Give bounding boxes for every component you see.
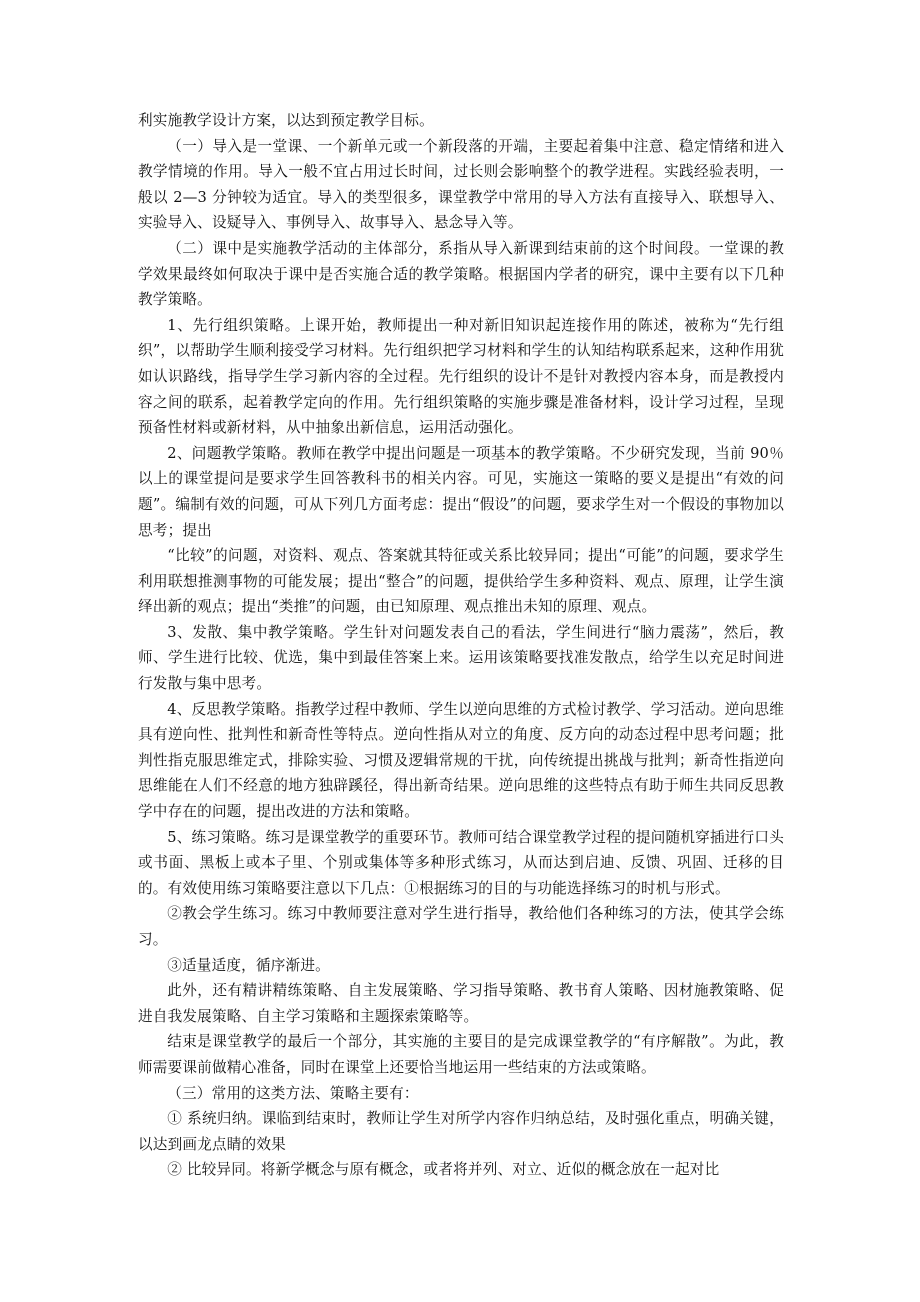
paragraph: 4、反思教学策略。指教学过程中教师、学生以逆向思维的方式检讨教学、学习活动。逆向思维具有逆向性、批判性和新奇性等特点。逆向性指从对立的角度、反方向的动态过程中思考问题；批判性指克服思维定式，排除实验、习惯及逻辑常规的干扰，向传统提出挑战与批判；新奇性指逆向思维能在人们不经意的地方独辟蹊径，得出新奇结果。逆向思维的这些特点有助于师生共同反思教学中存在的问题，提出改进的方法和策略。 [138,700,784,821]
paragraph: 利实施教学设计方案，以达到预定教学目标。 [138,112,434,129]
paragraph: ① 系统归纳。课临到结束时，教师让学生对所学内容作归纳总结，及时强化重点，明确关键，以达到画龙点睛的效果 [138,1110,784,1153]
paragraph: （一）导入是一堂课、一个新单元或一个新段落的开端，主要起着集中注意、稳定情绪和进入教学情境的作用。导入一般不宜占用过长时间，过长则会影响整个的教学进程。实践经验表明，一般以 2—3 分钟较为适宜。导入的类型很多，课堂教学中常用的导入方法有直接导入、联想导入、实验导入、设疑导入、事例导入、故事导入、悬念导入等。 [138,137,784,232]
paragraph: 2、问题教学策略。教师在教学中提出问题是一项基本的教学策略。不少研究发现，当前 90％以上的课堂提问是要求学生回答教科书的相关内容。可见，实施这一策略的要义是提出“有效的问题”。编制有效的问题，可从下列几方面考虑：提出“假设”的问题，要求学生对一个假设的事物加以思考；提出 [138,444,784,539]
paragraph: 此外，还有精讲精练策略、自主发展策略、学习指导策略、教书育人策略、因材施教策略、促进自我发展策略、自主学习策略和主题探索策略等。 [138,982,784,1025]
paragraph: （二）课中是实施教学活动的主体部分，系指从导入新课到结束前的这个时间段。一堂课的教学效果最终如何取决于课中是否实施合适的教学策略。根据国内学者的研究，课中主要有以下几种教学策略。 [138,239,784,309]
paragraph: 5、练习策略。练习是课堂教学的重要环节。教师可结合课堂教学过程的提问随机穿插进行口头或书面、黑板上或本子里、个别或集体等多种形式练习，从而达到启迪、反馈、巩固、迁移的目的。有效使用练习策略要注意以下几点：①根据练习的目的与功能选择练习的时机与形式。 [138,828,784,897]
paragraph: 3、发散、集中教学策略。学生针对问题发表自己的看法，学生间进行“脑力震荡”，然后，教师、学生进行比较、优选，集中到最佳答案上来。运用该策略要找准发散点，给学生以充足时间进行发散与集中思考。 [138,623,784,693]
paragraph: “比较”的问题，对资料、观点、答案就其特征或关系比较异同；提出“可能”的问题，要求学生利用联想推测事物的可能发展；提出“整合”的问题，提供给学生多种资料、观点、原理，让学生演绎出新的观点；提出“类推”的问题，由已知原理、观点推出未知的原理、观点。 [138,547,784,616]
paragraph: 1、先行组织策略。上课开始，教师提出一种对新旧知识起连接作用的陈述，被称为“先行组织”，以帮助学生顺利接受学习材料。先行组织把学习材料和学生的认知结构联系起来，这种作用犹如认识路线，指导学生学习新内容的全过程。先行组织的设计不是针对教授内容本身，而是教授内容之间的联系，起着教学定向的作用。先行组织策略的实施步骤是准备材料，设计学习过程，呈现预备性材料或新材料，从中抽象出新信息，运用活动强化。 [138,316,784,437]
paragraph: ③适量适度，循序渐进。 [167,956,330,974]
paragraph: 结束是课堂教学的最后一个部分，其实施的主要目的是完成课堂教学的“有序解散”。为此，教师需要课前做精心准备，同时在课堂上还要恰当地运用一些结束的方法或策略。 [138,1033,784,1076]
document-body [138,108,784,1183]
paragraph: ② 比较异同。将新学概念与原有概念，或者将并列、对立、近似的概念放在一起对比 [167,1161,720,1179]
paragraph: ②教会学生练习。练习中教师要注意对学生进行指导，教给他们各种练习的方法，使其学会练习。 [138,905,784,948]
paragraph: （三）常用的这类方法、策略主要有： [167,1084,419,1102]
